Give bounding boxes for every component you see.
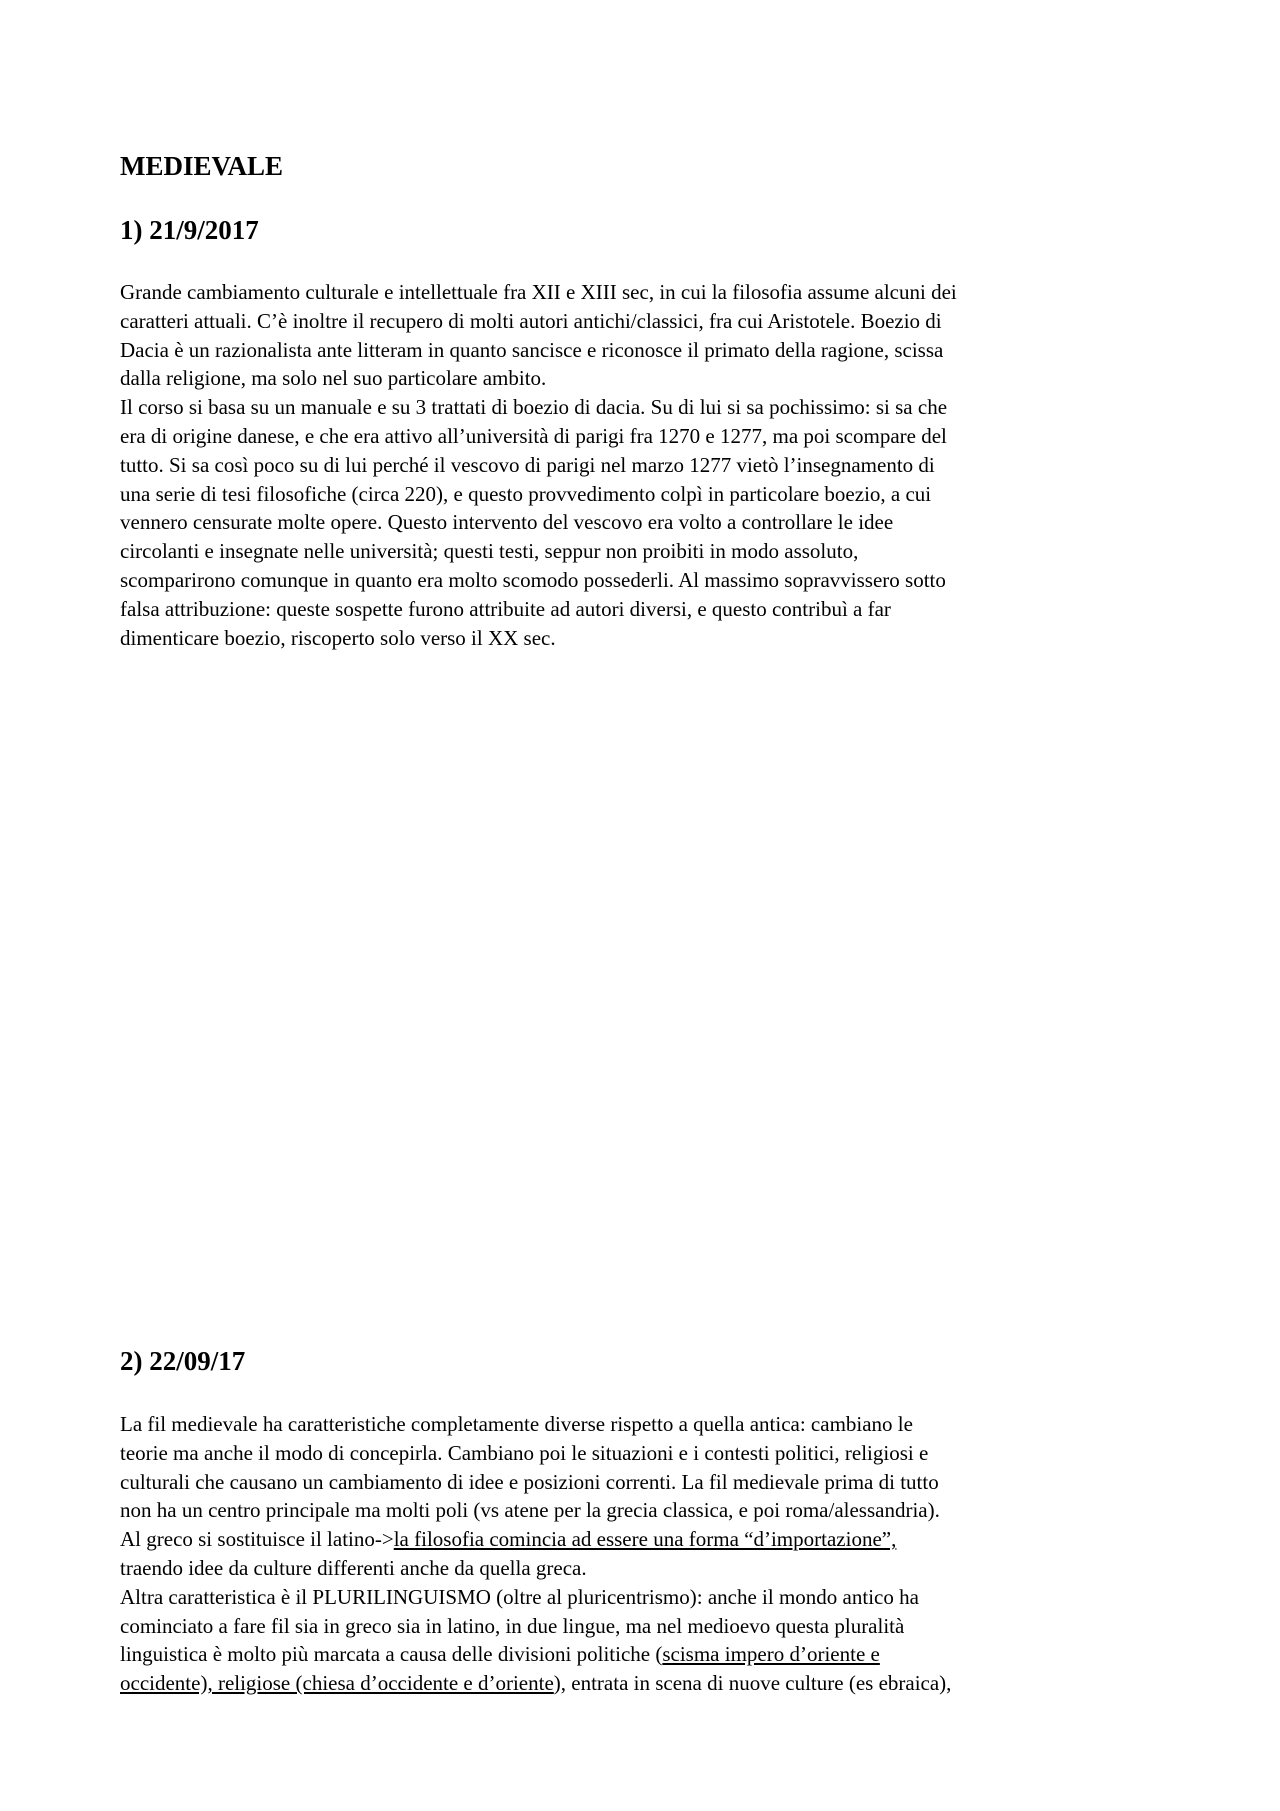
section-2-heading: 2) 22/09/17 <box>120 1346 246 1376</box>
text-line <box>120 1669 1180 1698</box>
text-line: era di origine danese, e che era attivo all’università di parigi fra 1270 e 1277, ma poi scompare del <box>120 423 947 448</box>
text-line: cominciato a fare fil sia in greco sia in latino, in due lingue, ma nel medioevo questa pluralità <box>120 1613 905 1638</box>
text-line: tutto. Si sa così poco su di lui perché il vescovo di parigi nel marzo 1277 vietò l’insegnamento di <box>120 452 935 477</box>
text-line: dalla religione, ma solo nel suo particolare ambito. <box>120 366 547 391</box>
text-line: La fil medievale ha caratteristiche completamente diverse rispetto a quella antica: cambiano le <box>120 1412 913 1436</box>
text-line: Dacia è un razionalista ante litteram in quanto sancisce e riconosce il primato della ragione, scissa <box>120 337 944 362</box>
text-line: una serie di tesi filosofiche (circa 220), e questo provvedimento colpì in particolare boezio, a cui <box>120 481 932 506</box>
text-line: traendo idee da culture differenti anche da quella greca. <box>120 1555 587 1580</box>
section-1-heading: 1) 21/9/2017 <box>120 215 259 245</box>
underlined-text: occidente), religiose (chiesa d’occidente e d’oriente <box>120 1671 554 1696</box>
text-line: non ha un centro principale ma molti poli (vs atene per la grecia classica, e poi roma/alessandria). <box>120 1498 940 1523</box>
text-line: Grande cambiamento culturale e intellettuale fra XII e XIII sec, in cui la filosofia assume alcuni dei <box>120 280 957 304</box>
section-1-paragraph <box>120 278 1180 652</box>
text-segment: ), entrata in scena di nuove culture (es ebraica), <box>553 1671 952 1696</box>
text-segment: Al greco si sostituisce il latino-> <box>120 1527 394 1552</box>
underlined-text: la filosofia comincia ad essere una forma “d’importazione”, <box>393 1527 897 1552</box>
text-line: caratteri attuali. C’è inoltre il recupero di molti autori antichi/classici, fra cui Aristotele. Boezio di <box>120 308 942 333</box>
text-segment: linguistica è molto più marcata a causa delle divisioni politiche ( <box>120 1642 663 1667</box>
text-line: scomparirono comunque in quanto era molto scomodo possederli. Al massimo sopravvissero sotto <box>120 567 946 592</box>
text-line: dimenticare boezio, riscoperto solo verso il XX sec. <box>120 625 556 650</box>
text-line: circolanti e insegnate nelle università; questi testi, seppur non proibiti in modo assoluto, <box>120 539 859 564</box>
text-line <box>120 1525 1180 1554</box>
text-line <box>120 1640 1180 1669</box>
text-line: Altra caratteristica è il PLURILINGUISMO (oltre al pluricentrismo): anche il mondo antico ha <box>120 1584 919 1609</box>
section-2-paragraph <box>120 1410 1180 1698</box>
text-line: culturali che causano un cambiamento di idee e posizioni correnti. La fil medievale prima di tutto <box>120 1469 939 1494</box>
underlined-text: scisma impero d’oriente e <box>662 1642 880 1667</box>
text-line: falsa attribuzione: queste sospette furono attribuite ad autori diversi, e questo contribuì a far <box>120 596 891 621</box>
text-line: vennero censurate molte opere. Questo intervento del vescovo era volto a controllare le idee <box>120 510 894 535</box>
document-title: MEDIEVALE <box>120 151 284 181</box>
text-line: teorie ma anche il modo di concepirla. Cambiano poi le situazioni e i contesti politici, religiosi e <box>120 1440 929 1465</box>
text-line: Il corso si basa su un manuale e su 3 trattati di boezio di dacia. Su di lui si sa pochissimo: si sa che <box>120 395 948 420</box>
